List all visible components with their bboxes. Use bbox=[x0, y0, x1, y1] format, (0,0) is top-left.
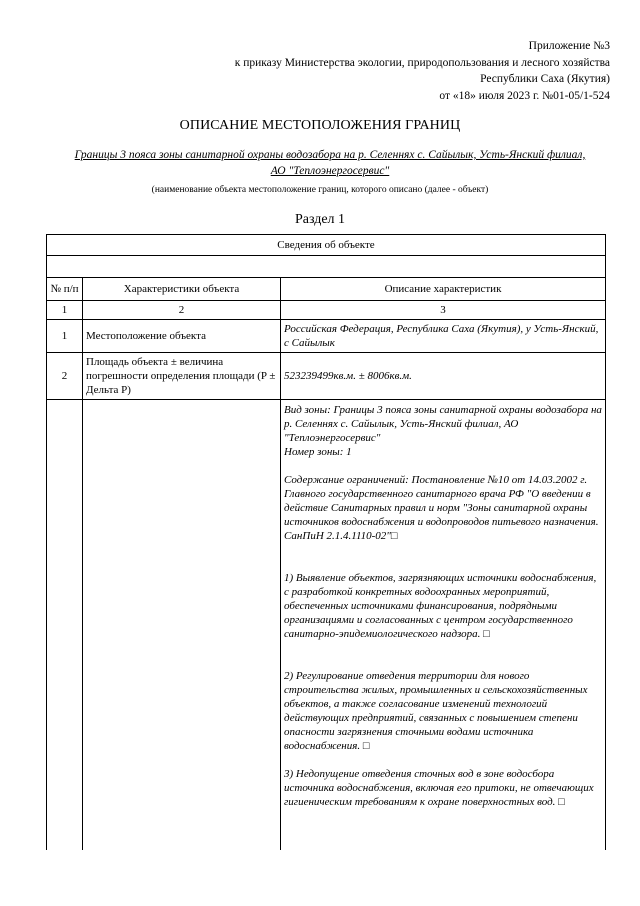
appendix-header bbox=[235, 38, 610, 104]
zone-measure-3: 3) Недопущение отведения сточных вод в зоне водосбора источника водоснабжения, включая его притоки, не отвечающих гигиеническим требованиям к охране поверхностных вод. □ bbox=[284, 768, 594, 808]
zone-measure-1: 1) Выявление объектов, загрязняющих источники водоснабжения, с разработкой конкретных водоохранных мероприятий, обеспеченных источниками финансирования, подрядными организациями и согласованных с центром государственного санитарно-эпидемиологического надзора. □ bbox=[284, 572, 597, 640]
object-info-table bbox=[46, 234, 606, 850]
object-name bbox=[40, 148, 620, 179]
table-row bbox=[47, 353, 606, 400]
table-row-zone bbox=[47, 400, 606, 850]
table-spacer-cell bbox=[47, 256, 606, 278]
column-header-description: Описание характеристик bbox=[281, 278, 606, 301]
appendix-date-line: от «18» июля 2023 г. №01-05/1-524 bbox=[439, 89, 610, 102]
row-number: 2 bbox=[47, 353, 83, 400]
column-number: 2 bbox=[83, 301, 281, 320]
zone-restrictions: Содержание ограничений: Постановление №10 от 14.03.2002 г. Главного государственного санитарного врача РФ "О введении в действие Санитарных правил и норм "Зоны санитарной охраны источников водоснабжения и водопроводов питьевого назначения. СанПиН 2.1.4.1110-02"□ bbox=[284, 474, 599, 542]
table-column-numbers-row bbox=[47, 301, 606, 320]
zone-measure-2: 2) Регулирование отведения территории для нового строительства жилых, промышленных и сельскохозяйственных объектов, а также согласование изменений технологий действующих предприятий, связанных с повышением степени опасности загрязнения сточными водами источника водоснабжения. □ bbox=[284, 670, 588, 752]
object-name-line1: Границы 3 пояса зоны санитарной охраны водозабора на р. Селеннях с. Сайылык, Усть-Янский филиал, bbox=[74, 149, 586, 161]
column-number: 1 bbox=[47, 301, 83, 320]
table-heading: Сведения об объекте bbox=[47, 235, 606, 256]
column-header-num: № п/п bbox=[47, 278, 83, 301]
object-name-line2: АО "Теплоэнергосервис" bbox=[270, 164, 390, 177]
zone-type: Вид зоны: Границы 3 пояса зоны санитарной охраны водозабора на р. Селеннях с. Сайылык, Усть-Янский филиал, АО "Теплоэнергосервис" bbox=[284, 404, 602, 444]
column-header-characteristic: Характеристики объекта bbox=[83, 278, 281, 301]
row-characteristic-empty bbox=[83, 400, 281, 850]
table-heading-row bbox=[47, 235, 606, 256]
row-characteristic: Площадь объекта ± величина погрешности определения площади (P ± Дельта P) bbox=[83, 353, 281, 400]
row-description: 523239499кв.м. ± 8006кв.м. bbox=[281, 353, 606, 400]
table-header-row bbox=[47, 278, 606, 301]
zone-description bbox=[281, 400, 606, 850]
table-spacer-row bbox=[47, 256, 606, 278]
object-caption: (наименование объекта местоположение границ, которого описано (далее - объект) bbox=[151, 185, 489, 195]
table-row bbox=[47, 320, 606, 353]
row-number: 1 bbox=[47, 320, 83, 353]
appendix-line: Приложение №3 bbox=[528, 40, 610, 52]
appendix-republic-line: Республики Саха (Якутия) bbox=[480, 73, 610, 85]
appendix-order-line: к приказу Министерства экологии, природопользования и лесного хозяйства bbox=[234, 56, 610, 69]
row-number-empty bbox=[47, 400, 83, 850]
row-characteristic: Местоположение объекта bbox=[83, 320, 281, 353]
column-number: 3 bbox=[281, 301, 606, 320]
row-description: Российская Федерация, Республика Саха (Якутия), у Усть-Янский, с Сайылык bbox=[281, 320, 606, 353]
zone-number: Номер зоны: 1 bbox=[284, 446, 352, 458]
section-title: Раздел 1 bbox=[294, 212, 346, 227]
document-title: ОПИСАНИЕ МЕСТОПОЛОЖЕНИЯ ГРАНИЦ bbox=[179, 118, 461, 133]
